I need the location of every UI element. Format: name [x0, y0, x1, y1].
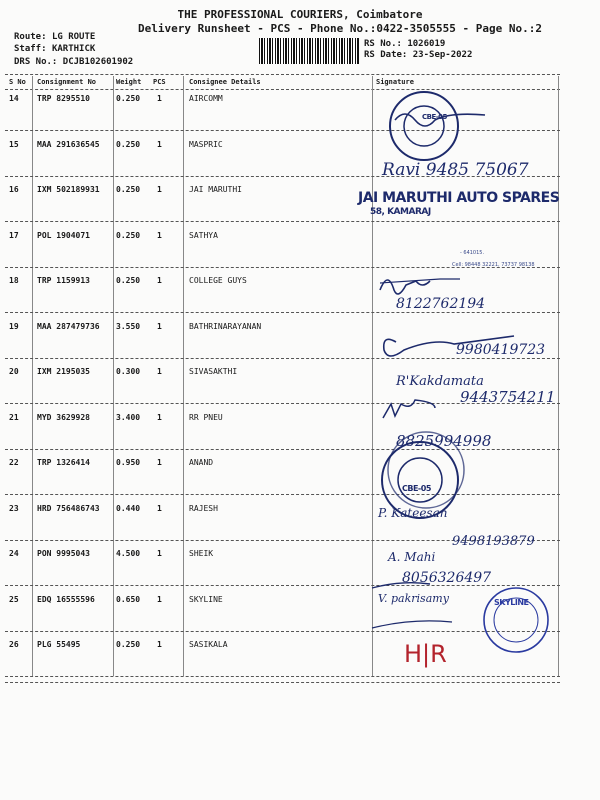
- row-consignee: SATHYA: [189, 230, 218, 240]
- signature-sasikala-mark: H|R: [404, 640, 447, 668]
- rs-number: RS No.: 1026019: [364, 39, 446, 49]
- row-weight: 3.550: [116, 321, 141, 331]
- row-consignee: MASPRIC: [189, 139, 223, 149]
- row-pcs: 1: [157, 185, 162, 194]
- stamp-skyline-text: SKYLINE: [494, 598, 529, 607]
- signature-sheik-phone: 8056326497: [402, 570, 492, 586]
- stamp-jai-pin: - 641015.: [460, 250, 485, 256]
- row-pcs: 1: [157, 321, 162, 331]
- row-weight: 0.300: [116, 367, 141, 376]
- stamp-cbe05-text: CBE-05: [422, 113, 447, 121]
- row-sno: 19: [9, 321, 19, 331]
- col-consignment-header: Consignment No: [37, 78, 97, 86]
- row-consignment: TRP 8295510: [37, 94, 90, 103]
- row-consignment: MAA 287479736: [37, 321, 100, 331]
- table-end-rule: [5, 682, 560, 683]
- row-consignment: IXM 2195035: [37, 367, 90, 376]
- row-sno: 25: [9, 594, 19, 604]
- signature-stroke: [380, 279, 460, 283]
- col-weight-header: Weight: [116, 78, 142, 86]
- route-value: LG ROUTE: [51, 32, 96, 42]
- row-consignee: SASIKALA: [189, 640, 228, 649]
- row-weight: 3.400: [116, 412, 141, 422]
- row-weight: 0.250: [116, 139, 141, 149]
- row-consignment: HRD 756486743: [37, 503, 100, 513]
- col-sno-header: S No: [9, 78, 26, 86]
- stamp-jai-phone: Cell: 98448 32221, 73737 98138: [452, 262, 535, 268]
- col-pcs-header: PCS: [153, 78, 166, 86]
- staff-label: Staff:: [14, 44, 47, 54]
- document-subtitle: Delivery Runsheet - PCS - Phone No.:0422-3505555 - Page No.:2: [138, 22, 542, 35]
- signature-rajesh-name: P. Kateesan: [378, 506, 448, 520]
- row-sno: 21: [9, 412, 19, 422]
- row-weight: 0.250: [116, 276, 141, 285]
- signature-skyline-name: V. pakrisamy: [378, 592, 449, 605]
- row-sno: 20: [9, 367, 19, 376]
- row-weight: 0.440: [116, 503, 141, 513]
- signature-stroke: [372, 621, 452, 628]
- stamp-jai-maruthi: JAI MARUTHI AUTO SPARES: [358, 190, 560, 206]
- drs-value: DCJB102601902: [62, 57, 134, 67]
- row-pcs: 1: [157, 139, 162, 149]
- row-consignee: SIVASAKTHI: [189, 367, 238, 376]
- row-consignment: TRP 1326414: [37, 458, 90, 467]
- row-consignment: TRP 1159913: [37, 276, 90, 285]
- row-consignment: PLG 55495: [37, 640, 81, 649]
- signature-siva-name: R'Kakdamata: [396, 374, 484, 389]
- row-sno: 24: [9, 549, 19, 558]
- row-weight: 0.250: [116, 185, 141, 194]
- signature-stroke: [383, 400, 435, 418]
- row-pcs: 1: [157, 367, 162, 376]
- signature-rajesh-phone: 9498193879: [452, 534, 535, 549]
- row-consignee: AIRCOMM: [189, 94, 223, 103]
- rs-date: RS Date: 23-Sep-2022: [364, 50, 473, 60]
- row-consignee: BATHRINARAYANAN: [189, 321, 262, 331]
- route-label: Route:: [14, 32, 47, 42]
- staff-value: KARTHICK: [51, 44, 96, 54]
- row-pcs: 1: [157, 458, 162, 467]
- signature-sheik-name: A. Mahi: [388, 550, 436, 564]
- row-consignment: EDQ 16555596: [37, 594, 95, 604]
- row-sno: 26: [9, 640, 19, 649]
- signature-ravi: Ravi 9485 75067: [382, 160, 529, 180]
- row-weight: 0.250: [116, 94, 141, 103]
- row-pcs: 1: [157, 94, 162, 103]
- signature-bathri-phone: 9980419723: [456, 342, 546, 358]
- row-consignment: POL 1904071: [37, 230, 90, 240]
- row-consignee: COLLEGE GUYS: [189, 276, 247, 285]
- row-consignee: SKYLINE: [189, 594, 223, 604]
- row-pcs: 1: [157, 549, 162, 558]
- row-weight: 4.500: [116, 549, 141, 558]
- row-sno: 15: [9, 139, 19, 149]
- row-sno: 23: [9, 503, 19, 513]
- stamp-cbe05-text: CBE-05: [402, 484, 431, 493]
- row-pcs: 1: [157, 503, 162, 513]
- col-consignee-header: Consignee Details: [189, 78, 261, 86]
- signature-rr-phone: 8825994998: [396, 432, 492, 450]
- row-weight: 0.250: [116, 640, 141, 649]
- signature-college-phone: 8122762194: [396, 296, 486, 312]
- row-consignee: RR PNEU: [189, 412, 223, 422]
- document-title: THE PROFESSIONAL COURIERS, Coimbatore: [177, 8, 423, 21]
- drs-label: DRS No.:: [14, 57, 58, 67]
- row-pcs: 1: [157, 640, 162, 649]
- row-sno: 14: [9, 94, 19, 103]
- row-sno: 16: [9, 185, 19, 194]
- stamp-jai-address: 58, KAMARAJ: [370, 207, 431, 217]
- row-consignment: IXM 502189931: [37, 185, 100, 194]
- row-consignee: ANAND: [189, 458, 214, 467]
- row-sno: 22: [9, 458, 19, 467]
- row-weight: 0.650: [116, 594, 141, 604]
- row-pcs: 1: [157, 230, 162, 240]
- row-consignee: RAJESH: [189, 503, 218, 513]
- row-sno: 17: [9, 230, 19, 240]
- row-weight: 0.250: [116, 230, 141, 240]
- row-weight: 0.950: [116, 458, 141, 467]
- row-sno: 18: [9, 276, 19, 285]
- row-consignee: SHEIK: [189, 549, 214, 558]
- row-consignment: MAA 291636545: [37, 139, 100, 149]
- signature-siva-phone: 9443754211: [460, 388, 556, 406]
- row-consignment: MYD 3629928: [37, 412, 90, 422]
- row-pcs: 1: [157, 412, 162, 422]
- col-signature-header: Signature: [376, 78, 414, 86]
- row-consignment: PON 9995043: [37, 549, 90, 558]
- row-consignee: JAI MARUTHI: [189, 185, 242, 194]
- row-pcs: 1: [157, 594, 162, 604]
- row-pcs: 1: [157, 276, 162, 285]
